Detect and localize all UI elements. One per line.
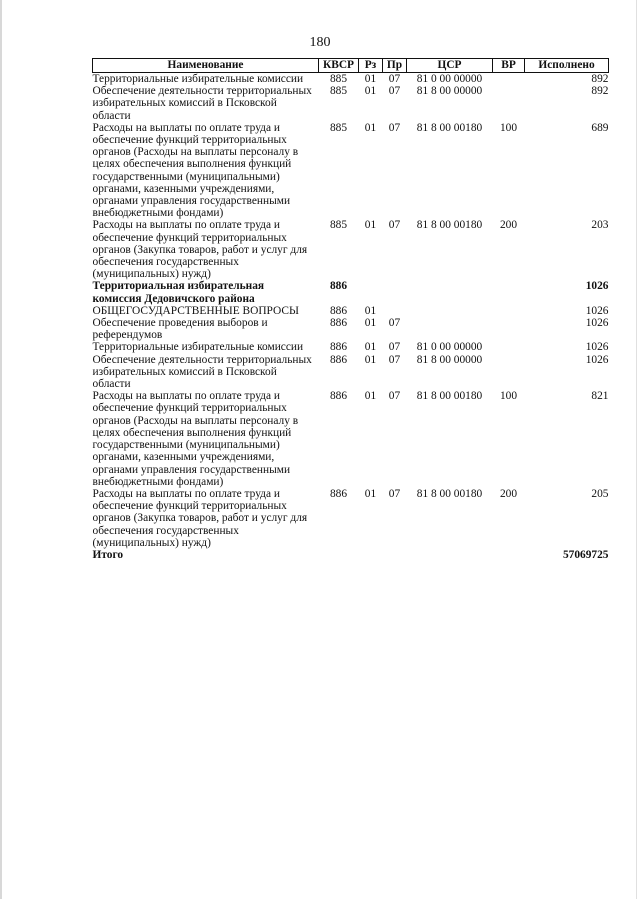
- cell-vr: [493, 354, 525, 391]
- cell-name: Обеспечение деятельности территориальных избирательных комиссий в Псковской области: [92, 85, 312, 122]
- cell-name: Территориальные избирательные комиссии: [92, 73, 304, 85]
- cell-amount: 1026: [585, 317, 609, 330]
- cell-kvsr: 886: [329, 353, 348, 366]
- cell-pr: [383, 280, 407, 304]
- cell-rz: 01: [364, 353, 377, 366]
- cell-csr: [407, 317, 493, 341]
- cell-name: Итого: [92, 548, 124, 561]
- cell-kvsr: 885: [329, 219, 348, 232]
- cell-vr: [493, 73, 525, 86]
- cell-vr: [493, 305, 525, 317]
- cell-pr: 07: [388, 73, 401, 85]
- header-rz: Рз: [359, 59, 383, 73]
- cell-amount: 892: [591, 73, 609, 85]
- cell-rz: 01: [364, 317, 377, 330]
- cell-csr: 81 8 00 00000: [416, 85, 483, 98]
- cell-name: Расходы на выплаты по оплате труда и обеспечение функций территориальных органов (Расходы на выплаты персоналу в целях обеспечения выполнения функций государственными (муниципальными) органами, казенными учреждениями, органами управления государственными внебюджетными фондами): [92, 390, 299, 488]
- cell-csr: 81 0 00 00000: [416, 341, 483, 354]
- cell-pr: 07: [388, 353, 401, 366]
- cell-name: Территориальная избирательная комиссия Дедовичского района: [92, 280, 265, 305]
- cell-csr: [407, 549, 493, 561]
- cell-csr: 81 8 00 00180: [416, 121, 483, 134]
- cell-vr: [493, 341, 525, 353]
- cell-amount: 57069725: [562, 548, 609, 561]
- cell-rz: 01: [364, 390, 377, 403]
- cell-amount: 1026: [585, 304, 609, 317]
- cell-vr: [493, 317, 525, 341]
- table-row: [93, 549, 609, 561]
- budget-table: [92, 58, 609, 561]
- header-csr: ЦСР: [407, 59, 493, 73]
- cell-pr: 07: [388, 487, 401, 500]
- table-row: [93, 219, 609, 280]
- cell-amount: 1026: [585, 280, 609, 293]
- cell-pr: 07: [388, 390, 401, 403]
- table-row: [93, 122, 609, 220]
- cell-pr: 07: [388, 219, 401, 232]
- table-row: [93, 390, 609, 488]
- header-vr: ВР: [493, 59, 525, 73]
- cell-vr: 100: [499, 121, 518, 134]
- cell-rz: 01: [364, 121, 377, 134]
- cell-csr: [407, 305, 493, 317]
- cell-csr: 81 8 00 00000: [416, 353, 483, 366]
- cell-name: Расходы на выплаты по оплате труда и обеспечение функций территориальных органов (Расходы на выплаты персоналу в целях обеспечения выполнения функций государственными (муниципальными) органами, казенными учреждениями, органами управления государственными внебюджетными фондами): [92, 121, 299, 220]
- cell-kvsr: 886: [329, 341, 348, 354]
- cell-rz: 01: [364, 487, 377, 500]
- cell-rz: 01: [364, 219, 377, 232]
- cell-amount: 1026: [585, 353, 609, 366]
- cell-amount: 1026: [585, 341, 609, 354]
- cell-vr: 200: [499, 219, 518, 232]
- cell-kvsr: 885: [329, 73, 348, 85]
- cell-pr: 07: [388, 317, 401, 330]
- cell-csr: 81 8 00 00180: [416, 487, 483, 500]
- cell-vr: [493, 85, 525, 122]
- cell-name: Территориальные избирательные комиссии: [92, 341, 304, 354]
- cell-amount: 892: [591, 85, 609, 98]
- cell-pr: 07: [388, 85, 401, 98]
- cell-pr: [383, 549, 407, 561]
- cell-name: Обеспечение деятельности территориальных избирательных комиссий в Псковской области: [92, 353, 312, 391]
- cell-amount: 203: [591, 219, 609, 232]
- cell-amount: 689: [591, 121, 609, 134]
- cell-csr: 81 8 00 00180: [416, 390, 483, 403]
- cell-pr: 07: [388, 341, 401, 354]
- cell-rz: 01: [364, 341, 377, 354]
- cell-vr: 100: [499, 390, 518, 403]
- table-row: [93, 73, 609, 86]
- header-amount: Исполнено: [525, 59, 609, 73]
- table-row: [93, 305, 609, 317]
- scan-edge-right: [636, 0, 637, 899]
- page-number: 180: [309, 35, 331, 50]
- cell-kvsr: 886: [329, 390, 348, 403]
- cell-rz: 01: [364, 304, 377, 317]
- header-kvsr: КВСР: [319, 59, 359, 73]
- cell-kvsr: 885: [329, 85, 348, 98]
- cell-vr: 200: [499, 487, 518, 500]
- table-row: [93, 317, 609, 341]
- table-body: [93, 73, 609, 562]
- cell-vr: [493, 549, 525, 561]
- cell-kvsr: 886: [329, 304, 348, 317]
- header-name: Наименование: [93, 59, 319, 73]
- scan-edge-left: [0, 0, 2, 899]
- cell-name: Расходы на выплаты по оплате труда и обеспечение функций территориальных органов (Закупка товаров, работ и услуг для обеспечения государственных (муниципальных) нужд): [92, 487, 308, 549]
- cell-name: Расходы на выплаты по оплате труда и обеспечение функций территориальных органов (Закупка товаров, работ и услуг для обеспечения государственных (муниципальных) нужд): [92, 219, 308, 281]
- table-row: [93, 85, 609, 122]
- table-header-row: [93, 59, 609, 73]
- cell-rz: [359, 549, 383, 561]
- cell-csr: 81 0 00 00000: [416, 73, 483, 85]
- cell-amount: 821: [591, 390, 609, 403]
- table-row: [93, 354, 609, 391]
- table-row: [93, 488, 609, 549]
- cell-rz: [359, 280, 383, 304]
- cell-vr: [493, 280, 525, 304]
- cell-kvsr: 886: [329, 280, 348, 293]
- cell-kvsr: 885: [329, 121, 348, 134]
- cell-pr: 07: [388, 121, 401, 134]
- table-row: [93, 280, 609, 304]
- header-pr: Пр: [383, 59, 407, 73]
- cell-pr: [383, 305, 407, 317]
- cell-rz: 01: [364, 85, 377, 98]
- cell-kvsr: [319, 549, 359, 561]
- cell-csr: [407, 280, 493, 304]
- cell-kvsr: 886: [329, 487, 348, 500]
- cell-name: ОБЩЕГОСУДАРСТВЕННЫЕ ВОПРОСЫ: [92, 304, 299, 317]
- cell-name: Обеспечение проведения выборов и референдумов: [92, 317, 268, 342]
- cell-kvsr: 886: [329, 317, 348, 330]
- table-row: [93, 341, 609, 353]
- cell-rz: 01: [364, 73, 377, 85]
- cell-amount: 205: [591, 487, 609, 500]
- cell-csr: 81 8 00 00180: [416, 219, 483, 232]
